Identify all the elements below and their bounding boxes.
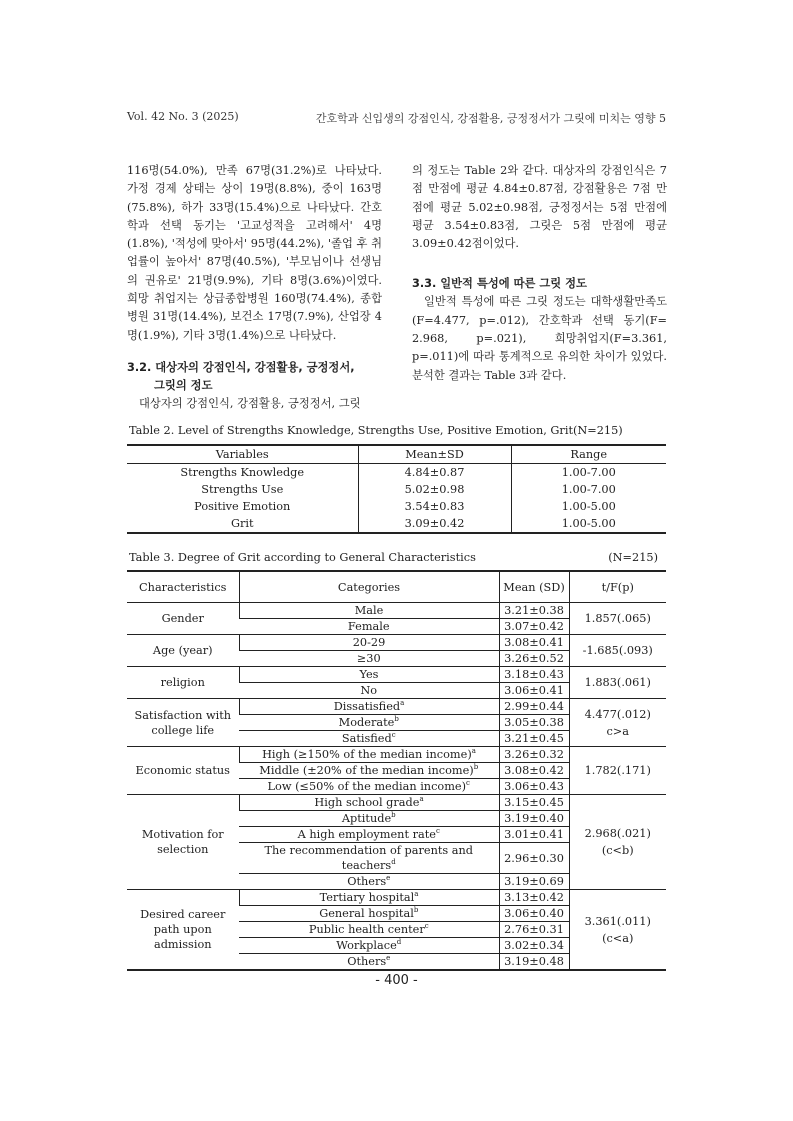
page-number: - 400 - [375, 973, 418, 988]
category-superscript: a [414, 890, 419, 899]
category-cell [239, 795, 499, 811]
category-label: Moderate [338, 716, 395, 729]
posthoc-result: c>a [606, 724, 630, 738]
statistic-cell [569, 795, 666, 890]
category-cell [239, 954, 499, 971]
right-paragraph-1: 의 정도는 Table 2와 같다. 대상자의 강점인식은 7점 만점에 평균 4.84±0.87점, 강점활용은 7점 만점에 평균 5.02±0.98점, 긍정정서는 5점 만점에 평균 3.54±0.83점, 그릿은 5점 만점에 평균 3.09±0.42점이었다. [412, 164, 667, 251]
category-superscript: c [435, 827, 440, 836]
category-cell [239, 603, 499, 619]
table-row [127, 515, 666, 533]
category-cell [239, 843, 499, 874]
table-row [127, 498, 666, 515]
statistic-cell [569, 635, 666, 667]
category-label: A high employment rate [297, 828, 436, 841]
category-superscript: d [391, 858, 396, 867]
mean-cell: 3.02±0.34 [499, 938, 569, 954]
table-cell: 3.54±0.83 [358, 498, 511, 515]
mean-cell: 2.96±0.30 [499, 843, 569, 874]
category-superscript: c [424, 922, 429, 931]
category-label: Workplace [336, 939, 397, 952]
table-row [127, 699, 666, 715]
table3-body [127, 603, 666, 971]
characteristic-cell: Economic status [127, 747, 239, 795]
category-cell [239, 699, 499, 715]
section-3-2-heading [127, 359, 382, 395]
statistic-value: 1.857(.065) [584, 612, 651, 625]
posthoc-result: (c<a) [602, 931, 634, 945]
mean-cell: 3.19±0.48 [499, 954, 569, 971]
table-cell: Positive Emotion [194, 500, 291, 513]
mean-cell: 3.26±0.52 [499, 651, 569, 667]
category-label: The recommendation of parents and teachers [264, 844, 474, 872]
category-label: Male [354, 604, 384, 617]
characteristic-cell: religion [127, 667, 239, 699]
category-cell [239, 763, 499, 779]
table3-header-cell: Categories [239, 571, 499, 603]
table-row [127, 890, 666, 906]
category-cell [239, 715, 499, 731]
category-cell [239, 747, 499, 763]
mean-cell: 3.01±0.41 [499, 827, 569, 843]
category-label: Female [347, 620, 390, 633]
category-label: Yes [359, 668, 379, 681]
table2-body [127, 464, 666, 534]
table-cell: Strengths Use [201, 483, 284, 496]
characteristic-cell: Gender [127, 603, 239, 635]
characteristic-cell: Motivation for selection [127, 795, 239, 890]
category-superscript: b [473, 763, 479, 772]
table-cell: 5.02±0.98 [358, 481, 511, 498]
section-3-2-title-line2: 그릿의 정도 [154, 378, 213, 392]
mean-cell: 3.13±0.42 [499, 890, 569, 906]
category-cell [239, 906, 499, 922]
category-label: High (≥150% of the median income) [262, 748, 472, 761]
mean-cell: 2.76±0.31 [499, 922, 569, 938]
category-cell [239, 619, 499, 635]
table3-header-cell: t/F(p) [569, 571, 666, 603]
characteristic-cell: Satisfaction with college life [127, 699, 239, 747]
category-superscript: b [413, 906, 419, 915]
table3-header-cell: Mean (SD) [499, 571, 569, 603]
statistic-value: 1.782(.171) [584, 764, 651, 777]
statistic-cell [569, 699, 666, 747]
category-cell [239, 938, 499, 954]
category-cell [239, 922, 499, 938]
mean-cell: 3.06±0.43 [499, 779, 569, 795]
category-cell [239, 667, 499, 683]
characteristic-cell: Age (year) [127, 635, 239, 667]
category-superscript: c [466, 779, 470, 788]
category-cell [239, 651, 499, 667]
mean-cell: 3.19±0.69 [499, 874, 569, 890]
table-cell: 1.00-5.00 [511, 498, 666, 515]
table-row [127, 603, 666, 619]
section-3-2-title-line1: 대상자의 강점인식, 강점활용, 긍정정서, [155, 360, 355, 374]
mean-cell: 3.06±0.40 [499, 906, 569, 922]
table-cell: Grit [230, 517, 254, 530]
statistic-cell [569, 890, 666, 971]
mean-cell: 3.05±0.38 [499, 715, 569, 731]
table-cell: 1.00-7.00 [511, 481, 666, 498]
table2-header-cell: Mean±SD [358, 445, 511, 464]
category-superscript: a [419, 795, 424, 804]
category-cell [239, 811, 499, 827]
mean-cell: 3.18±0.43 [499, 667, 569, 683]
category-cell [239, 683, 499, 699]
statistic-value: 3.361(.011) [584, 914, 651, 928]
mean-cell: 3.08±0.42 [499, 763, 569, 779]
category-label: Public health center [308, 923, 425, 936]
table2-caption: Table 2. Level of Strengths Knowledge, Strengths Use, Positive Emotion, Grit(N=215) [129, 424, 623, 437]
category-cell [239, 890, 499, 906]
table2 [127, 444, 666, 534]
category-superscript: b [391, 811, 396, 820]
category-label: Middle (±20% of the median income) [259, 764, 474, 777]
table2-header-cell: Range [511, 445, 666, 464]
right-paragraph-2: 일반적 특성에 따른 그릿 정도는 대학생활만족도(F=4.477, p=.012), 간호학과 선택 동기(F= 2.968, p=.021), 희망취업지(F=3.361, p=.011)에 따라 통계적으로 유의한 차이가 있었다. 분석한 결과는 Table 3과 같다. [412, 295, 667, 382]
statistic-value: -1.685(.093) [582, 644, 653, 657]
category-cell [239, 779, 499, 795]
table-row [127, 635, 666, 651]
mean-cell: 3.26±0.32 [499, 747, 569, 763]
left-column [127, 162, 382, 413]
category-label: Satisfied [341, 732, 392, 745]
category-label: Low (≤50% of the median income) [267, 780, 467, 793]
characteristic-cell: Desired career path upon admission [127, 890, 239, 971]
category-label: Tertiary hospital [319, 891, 415, 904]
table3 [127, 570, 666, 971]
table-row [127, 481, 666, 498]
table3-header-row [127, 571, 666, 603]
category-superscript: a [400, 699, 405, 708]
statistic-cell [569, 603, 666, 635]
table-cell: 1.00-5.00 [511, 515, 666, 533]
category-superscript: e [386, 954, 391, 963]
category-label: Aptitude [341, 812, 392, 825]
table2-header-cell: Variables [127, 445, 358, 464]
table3-sample-size: (N=215) [608, 551, 658, 564]
mean-cell: 3.19±0.40 [499, 811, 569, 827]
category-cell [239, 874, 499, 890]
mean-cell: 3.15±0.45 [499, 795, 569, 811]
mean-cell: 3.08±0.41 [499, 635, 569, 651]
category-label: ≥30 [356, 652, 381, 665]
left-paragraph-1: 116명(54.0%), 만족 67명(31.2%)로 나타났다. 가정 경제 상태는 상이 19명(8.8%), 중이 163명(75.8%), 하가 33명(15.4%)으로 나타났다. 간호학과 선택 동기는 '고교성적을 고려해서' 4명(1.8%), '적성에 맞아서' 95명(44.2%), '졸업 후 취업률이 높아서' 87명(40.5%), '부모님이나 선생님의 권유로' 21명(9.9%), 기타 8명(3.6%)이였다. 희망 취업지는 상급종합병원 160명(74.4%), 종합병원 31명(14.4%), 보건소 17명(7.9%), 산업장 4명(1.9%), 기타 3명(1.4%)으로 나타났다. [127, 164, 382, 342]
category-label: No [360, 684, 378, 697]
left-paragraph-2: 대상자의 강점인식, 강점활용, 긍정정서, 그릿 [139, 396, 361, 410]
table-cell: Strengths Knowledge [180, 466, 305, 479]
category-label: Others [347, 955, 387, 968]
running-header-title: 간호학과 신입생의 강점인식, 강점활용, 긍정정서가 그릿에 미치는 영향 5 [315, 112, 666, 125]
mean-cell: 3.21±0.38 [499, 603, 569, 619]
statistic-value: 2.968(.021) [584, 827, 651, 840]
statistic-value: 4.477(.012) [584, 707, 651, 721]
section-3-2-number: 3.2. [127, 360, 152, 374]
table-row [127, 464, 666, 482]
table-cell: 3.09±0.42 [358, 515, 511, 533]
table3-header-cell: Characteristics [127, 571, 239, 603]
table-row [127, 747, 666, 763]
mean-cell: 3.06±0.41 [499, 683, 569, 699]
mean-cell: 3.07±0.42 [499, 619, 569, 635]
mean-cell: 2.99±0.44 [499, 699, 569, 715]
table-cell: 4.84±0.87 [358, 464, 511, 482]
table-cell: 1.00-7.00 [511, 464, 666, 482]
category-cell [239, 731, 499, 747]
running-header-volume: Vol. 42 No. 3 (2025) [127, 110, 239, 123]
table-row [127, 795, 666, 811]
statistic-value: 1.883(.061) [584, 676, 651, 689]
category-cell [239, 635, 499, 651]
category-label: High school grade [314, 796, 420, 809]
category-superscript: a [471, 747, 476, 756]
category-superscript: c [391, 731, 396, 740]
category-label: Others [347, 875, 387, 888]
table2-header-row [127, 445, 666, 464]
statistic-cell [569, 667, 666, 699]
category-superscript: b [394, 715, 399, 724]
category-label: General hospital [319, 907, 414, 920]
category-cell [239, 827, 499, 843]
posthoc-result: (c<b) [601, 844, 634, 857]
category-label: 20-29 [352, 636, 386, 649]
section-3-3-heading: 3.3. 일반적 특성에 따른 그릿 정도 [412, 277, 587, 291]
statistic-cell [569, 747, 666, 795]
right-column [412, 162, 667, 385]
mean-cell: 3.21±0.45 [499, 731, 569, 747]
table-row [127, 667, 666, 683]
category-label: Dissatisfied [333, 700, 401, 713]
category-superscript: d [396, 938, 402, 947]
category-superscript: e [386, 874, 391, 883]
table3-caption: Table 3. Degree of Grit according to General Characteristics [129, 551, 476, 564]
